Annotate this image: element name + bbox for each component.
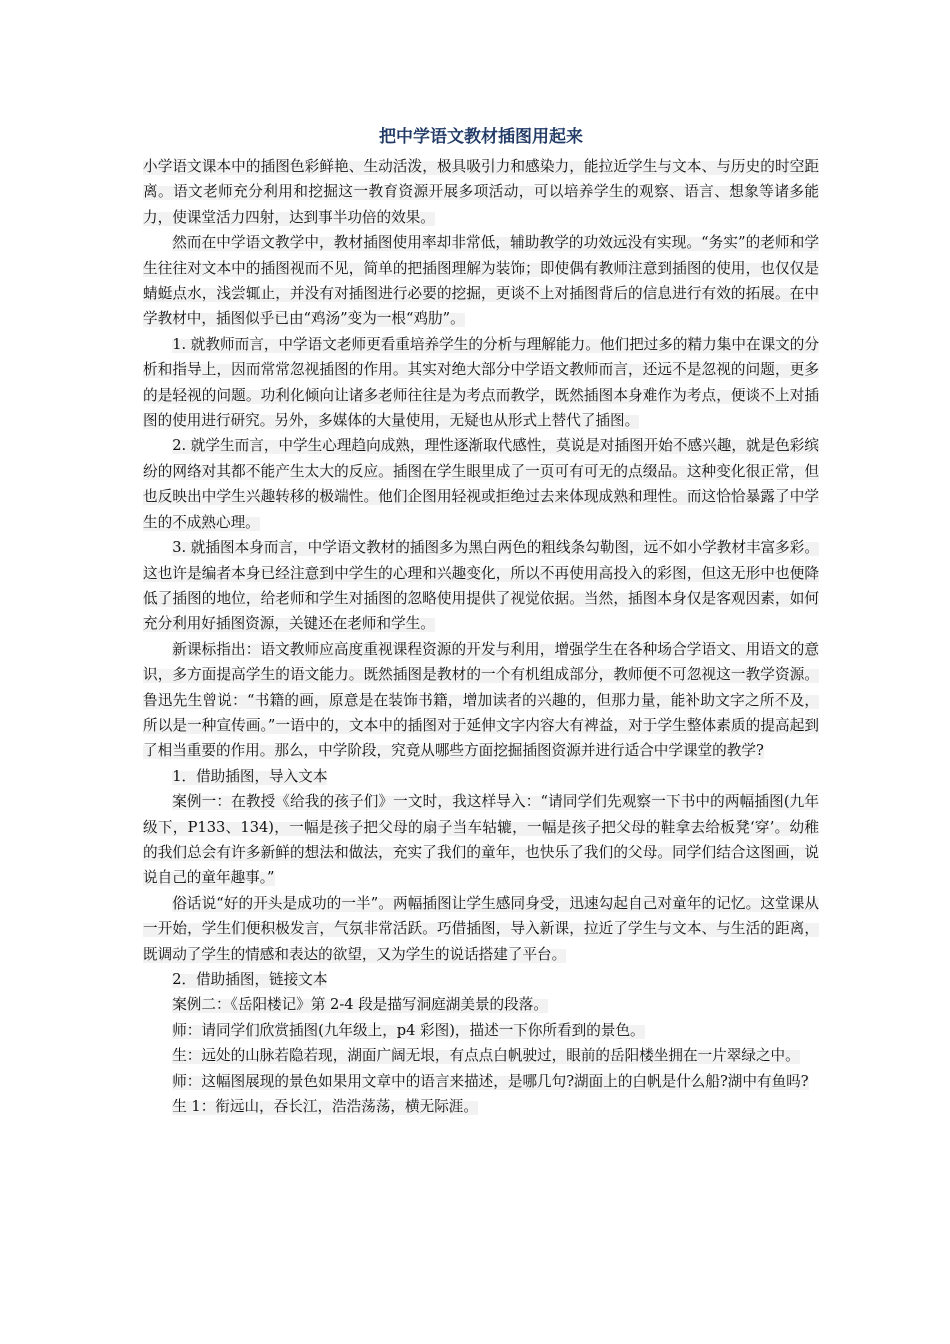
paragraph-text: 2. 就学生而言，中学生心理趋向成熟，理性逐渐取代感性，莫说是对插图开始不感兴趣，就是色彩缤纷的网络对其都不能产生太大的反应。插图在学生眼里成了一页可有可无的点缀品。这种变化很正常，但也反映出中学生兴趣转移的极端性。他们企图用轻视或拒绝过去来体现成熟和理性。而这恰恰暴露了中学生的不成熟心理。 [143,437,819,531]
paragraph-text: 生：远处的山脉若隐若现，湖面广阔无垠，有点点白帆驶过，眼前的岳阳楼坐拥在一片翠绿之中。 [172,1047,800,1065]
dialogue-teacher-2 [143,1069,819,1094]
paragraph-text: 小学语文课本中的插图色彩鲜艳、生动活泼，极具吸引力和感染力，能拉近学生与文本、与历史的时空距离。语文老师充分利用和挖掘这一教育资源开展多项活动，可以培养学生的观察、语言、想象等诸多能力，使课堂活力四射，达到事半功倍的效果。 [143,158,819,226]
paragraph-text: 案例一：在教授《给我的孩子们》一文时，我这样导入：“请同学们先观察一下书中的两幅插图(九年级下，P133、134)，一幅是孩子把父母的扇子当车轱辘，一幅是孩子把父母的鞋拿去给板凳‘穿’。幼稚的我们总会有许多新鲜的想法和做法，充实了我们的童年，也快乐了我们的父母。同学们结合这图画，说说自己的童年趣事。” [143,793,819,887]
dialogue-teacher-1 [143,1018,819,1043]
section-heading-2 [143,967,819,992]
section-heading-1 [143,764,819,789]
paragraph-text: 1. 就教师而言，中学语文老师更看重培养学生的分析与理解能力。他们把过多的精力集中在课文的分析和指导上，因而常常忽视插图的作用。其实对绝大部分中学语文教师而言，还远不是忽视的问题，更多的是轻视的问题。功利化倾向让诸多老师往往是为考点而教学，既然插图本身难作为考点，便谈不上对插图的使用进行研究。另外，多媒体的大量使用，无疑也从形式上替代了插图。 [143,335,819,430]
paragraph-text: 俗话说“好的开头是成功的一半”。两幅插图让学生感同身受，迅速勾起自己对童年的记忆。这堂课从一开始，学生们便积极发言，气氛非常活跃。巧借插图，导入新课，拉近了学生与文本、与生活的距离，既调动了学生的情感和表达的欲望，又为学生的说话搭建了平台。 [143,894,819,963]
paragraph-case-2 [143,992,819,1017]
paragraph-text: 2．借助插图，链接文本 [172,971,328,988]
paragraph-text: 1．借助插图，导入文本 [172,767,328,785]
paragraph-text: 3. 就插图本身而言，中学语文教材的插图多为黑白两色的粗线条勾勒图，远不如小学教材丰富多彩。这也许是编者本身已经注意到中学生的心理和兴趣变化，所以不再使用高投入的彩图，但这无形中也便降低了插图的地位，给老师和学生对插图的忽略使用提供了视觉依据。当然，插图本身仅是客观因素，如何充分利用好插图资源，关键还在老师和学生。 [143,539,819,633]
paragraph-text: 新课标指出：语文教师应高度重视课程资源的开发与利用，增强学生在各种场合学语文、用语文的意识，多方面提高学生的语文能力。既然插图是教材的一个有机组成部分，教师便不可忽视这一教学资源。鲁迅先生曾说：“书籍的画，原意是在装饰书籍，增加读者的兴趣的，但那力量，能补助文字之所不及，所以是一种宣传画。”一语中的，文本中的插图对于延伸文字内容大有裨益，对于学生整体素质的提高起到了相当重要的作用。那么，中学阶段，究竟从哪些方面挖掘插图资源并进行适合中学课堂的教学? [143,640,819,760]
paragraph-case-1-analysis [143,891,819,967]
paragraph-teacher-reason [143,332,819,434]
paragraph-text: 然而在中学语文教学中，教材插图使用率却非常低，辅助教学的功效远没有实现。“务实”的老师和学生往往对文本中的插图视而不见，简单的把插图理解为装饰；即使偶有教师注意到插图的使用，也仅仅是蜻蜓点水，浅尝辄止，并没有对插图进行必要的挖掘，更谈不上对插图背后的信息进行有效的拓展。在中学教材中，插图似乎已由“鸡汤”变为一根“鸡肋”。 [143,234,819,328]
paragraph-text: 师：请同学们欣赏插图(九年级上，p4 彩图)，描述一下你所看到的景色。 [172,1021,645,1039]
paragraph-problem [143,230,819,332]
dialogue-student-2 [143,1094,819,1119]
paragraph-text: 生 1：衔远山，吞长江，浩浩荡荡，横无际涯。 [172,1098,478,1116]
document-body [143,124,819,1119]
document-title: 把中学语文教材插图用起来 [379,127,583,147]
paragraph-curriculum [143,637,819,764]
paragraph-intro [143,154,819,230]
paragraph-text: 案例二：《岳阳楼记》第 2-4 段是描写洞庭湖美景的段落。 [172,996,548,1014]
paragraph-student-reason [143,433,819,535]
dialogue-student-1 [143,1043,819,1068]
paragraph-text: 师：这幅图展现的景色如果用文章中的语言来描述，是哪几句?湖面上的白帆是什么船?湖中有鱼吗? [172,1072,809,1090]
paragraph-case-1 [143,789,819,891]
paragraph-illustration-reason [143,535,819,637]
